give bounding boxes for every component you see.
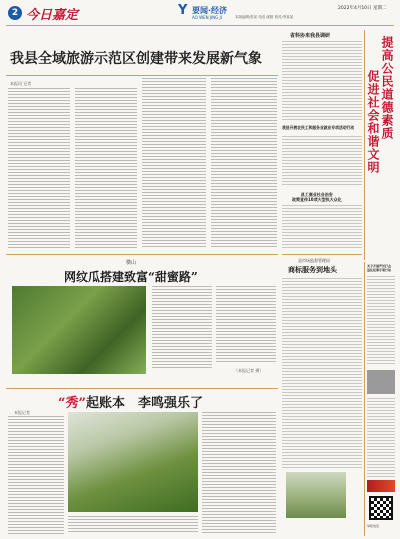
main-body-col4 <box>211 78 277 248</box>
right-bottom-story <box>282 254 362 536</box>
greenhouse-melon-photo <box>12 286 146 374</box>
mid-feature-top-rule <box>6 254 278 255</box>
bottom-body-right <box>202 412 276 534</box>
paper-logo: 今日嘉定 <box>26 8 79 23</box>
right-bottom-rule <box>282 254 362 255</box>
section-letter: Y <box>178 3 188 18</box>
sidebar-headline-3b: 政策宣传10项大型执大众化 <box>292 197 342 202</box>
right-bottom-kicker: 县市场监督管理局 <box>298 258 330 263</box>
slogan-column-2: 促进社会和谐文明 <box>366 70 380 174</box>
notice-title <box>367 264 395 272</box>
sidebar-body-2 <box>282 136 362 186</box>
email-text: 邮箱 <box>266 15 274 19</box>
bottom-body-left <box>8 416 64 534</box>
mid-photo-caption: （本报记者 摄） <box>234 368 264 373</box>
trademark-service-photo <box>286 472 346 518</box>
sidebar-news <box>282 30 362 250</box>
bottom-headline <box>58 392 203 411</box>
promo-banner <box>367 480 395 492</box>
issue-date <box>338 5 386 11</box>
main-story <box>6 30 278 250</box>
bottom-headline-quote: “秀” <box>58 396 86 411</box>
page-number: 2 <box>11 8 19 18</box>
page-number-badge <box>8 6 22 20</box>
section-title-en: AO WEN JING JI <box>192 15 222 20</box>
proof-text: 校对/李某某 <box>274 15 294 19</box>
weekday-text: 星期二 <box>372 6 387 11</box>
notice-image <box>367 370 395 394</box>
notice-title-1: 关于开展严厉打击 <box>367 264 392 268</box>
main-body-col1 <box>8 88 70 248</box>
headline-rule <box>6 75 278 76</box>
date-text: 2022年4月10日 <box>338 6 372 11</box>
sidebar-headline-3 <box>292 192 342 202</box>
editor-text: 本版编辑/张某 <box>235 15 258 19</box>
bottom-caption-text <box>68 516 198 534</box>
slogan-column-1: 提高公民道德素质 <box>380 36 394 140</box>
notice-title-2: 违法犯罪专项行动 <box>367 268 392 272</box>
notice-column <box>364 262 396 536</box>
qr-code-icon[interactable] <box>369 496 393 520</box>
bottom-byline: 本报记者 <box>14 410 30 415</box>
notice-body-1 <box>367 276 395 366</box>
bottom-headline-rest: 起账本 李鸣强乐了 <box>85 396 203 411</box>
main-body-col3 <box>142 78 206 248</box>
mid-kicker: 横山 <box>126 260 137 266</box>
mid-body-col2 <box>216 286 276 364</box>
main-headline: 我县全域旅游示范区创建带来发展新气象 <box>10 51 262 67</box>
phone-text: 电话 <box>258 15 266 19</box>
sidebar-headline-1: 省科协来我县调研 <box>290 33 331 39</box>
editor-info <box>235 15 293 20</box>
mid-body-col1 <box>152 286 212 370</box>
bottom-feature <box>6 388 278 536</box>
vertical-slogan-panel <box>364 30 396 260</box>
sidebar-headline-2: 我县开展农民工和服务业就业专项活动行动 <box>282 125 355 130</box>
main-body-col2 <box>75 88 137 248</box>
mid-feature <box>6 254 278 386</box>
right-bottom-body <box>282 278 362 468</box>
right-bottom-headline: 商标服务到地头 <box>288 265 337 274</box>
notice-body-2 <box>367 398 395 478</box>
masthead-divider <box>6 25 394 26</box>
section-title: 要闻·经济 <box>192 6 228 15</box>
mid-headline: 网纹瓜搭建致富“甜蜜路” <box>64 270 198 284</box>
bottom-feature-top-rule <box>6 388 278 389</box>
sidebar-body-1 <box>282 41 362 121</box>
sidebar-body-3 <box>282 205 362 250</box>
main-byline: 本报讯 记者 <box>10 81 32 86</box>
sidebar-headline-3a: 县工商业社会治安 <box>300 192 333 197</box>
masthead <box>0 0 400 28</box>
farmer-cucumber-photo <box>68 412 198 512</box>
contact-label: 举报电话 <box>367 524 380 528</box>
